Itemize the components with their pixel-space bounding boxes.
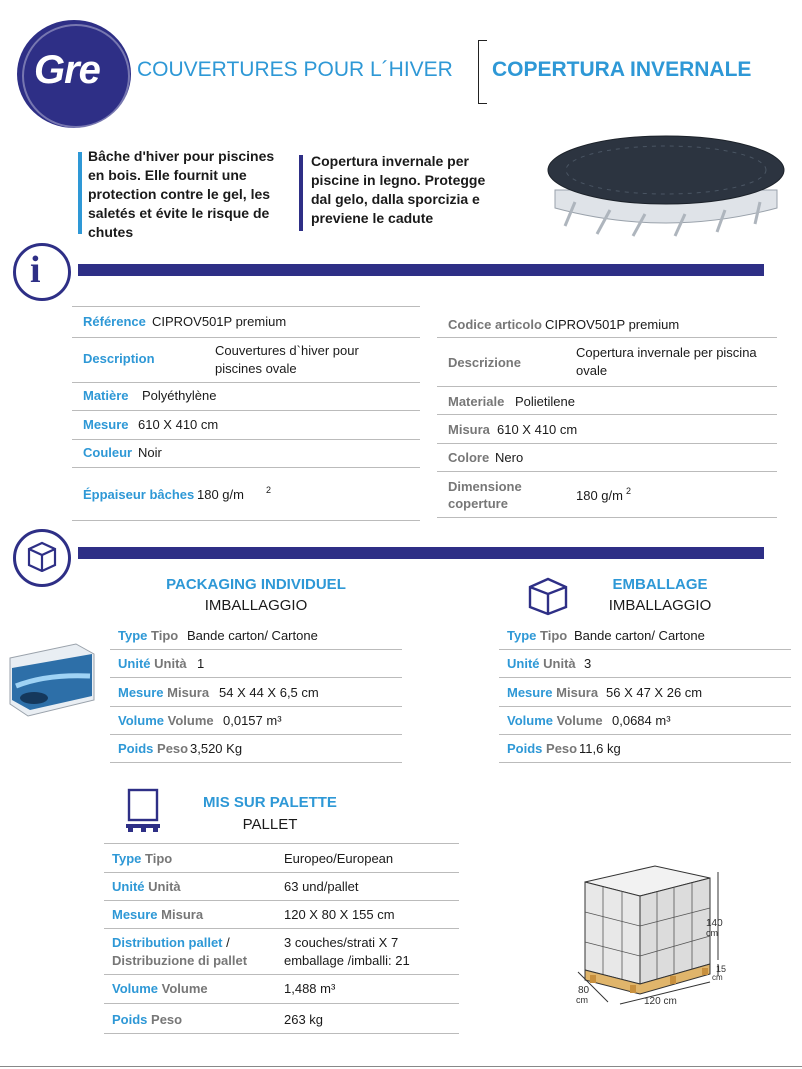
dim-height-unit: cm xyxy=(706,928,718,938)
pallet-row: Unité Unità 63 und/pallet xyxy=(104,872,459,901)
pallet-subtitle: PALLET xyxy=(242,816,298,833)
intro-it: Copertura invernale per piscine in legno. Protegge dal gelo, dalla sporcizia e previene le cadute xyxy=(311,153,486,226)
pack-ind-subtitle: IMBALLAGGIO xyxy=(204,597,308,614)
intro-it-bar xyxy=(299,155,303,231)
pack-ind-row: Volume Volume 0,0157 m³ xyxy=(110,706,402,735)
spec-dim-it: Dimensione coperture 180 g/m 2 xyxy=(437,471,777,518)
info-rule xyxy=(78,264,764,276)
spec-desc-fr: Description Couvertures d`hiver pour piscines ovale xyxy=(72,337,420,383)
pallet-diagram xyxy=(560,852,740,1012)
title-fr: COUVERTURES POUR L´HIVER xyxy=(137,58,453,81)
pack-ind-row: Type Tipo Bande carton/ Cartone xyxy=(110,621,402,650)
footer-rule xyxy=(0,1066,802,1067)
pool-cover-image xyxy=(535,130,797,238)
dim-width: 120 cm xyxy=(644,996,677,1007)
emballage-subtitle: IMBALLAGGIO xyxy=(608,597,712,614)
pack-ind-row: Poids Peso 3,520 Kg xyxy=(110,734,402,763)
title-bracket xyxy=(478,40,487,104)
packaging-box-image xyxy=(6,640,98,718)
emballage-title: EMBALLAGE xyxy=(612,576,708,593)
spec-mat-fr: Matière Polyéthylène xyxy=(72,382,420,411)
pack-ind-row: Mesure Misura 54 X 44 X 6,5 cm xyxy=(110,677,402,707)
pack-ind-row: Unité Unità 1 xyxy=(110,649,402,678)
dim-depth-unit: cm xyxy=(576,995,588,1005)
info-icon-circle xyxy=(13,243,71,301)
logo-text: Gre xyxy=(34,48,100,92)
pallet-row: Volume Volume 1,488 m³ xyxy=(104,974,459,1004)
emballage-row: Unité Unità 3 xyxy=(499,649,791,678)
dim-base-value: 15 xyxy=(716,964,727,974)
emballage-row: Poids Peso 11,6 kg xyxy=(499,734,791,763)
spec-desc-it: Descrizione Copertura invernale per piscina ovale xyxy=(437,337,777,387)
dim-height-value: 140 xyxy=(706,918,723,929)
info-icon: i xyxy=(30,249,41,291)
spec-mis-it: Misura 610 X 410 cm xyxy=(437,414,777,444)
pallet-row: Distribution pallet / Distribuzione di pallet 3 couches/strati X 7 emballage /imballi: 21 xyxy=(104,928,459,975)
emballage-row: Type Tipo Bande carton/ Cartone xyxy=(499,621,791,650)
spec-ep-fr: Éppaiseur bâches 180 g/m 2 xyxy=(72,467,420,521)
emballage-box-icon xyxy=(527,576,569,616)
spec-ref-fr: Référence CIPROV501P premium xyxy=(72,307,420,338)
pallet-row: Poids Peso 263 kg xyxy=(104,1003,459,1034)
intro-fr-bar xyxy=(78,152,82,234)
title-it: COPERTURA INVERNALE xyxy=(492,58,752,81)
spec-col-fr: Couleur Noir xyxy=(72,439,420,468)
pack-ind-title: PACKAGING INDIVIDUEL xyxy=(166,576,346,593)
pallet-title: MIS SUR PALETTE xyxy=(203,794,337,811)
pallet-row: Type Tipo Europeo/European xyxy=(104,844,459,873)
spec-mes-fr: Mesure 610 X 410 cm xyxy=(72,410,420,440)
packaging-rule xyxy=(78,547,764,559)
dim-depth-value: 80 xyxy=(578,985,590,996)
dim-base-unit: cm xyxy=(712,973,723,982)
box-icon xyxy=(25,540,59,572)
pallet-row: Mesure Misura 120 X 80 X 155 cm xyxy=(104,900,459,929)
intro-fr: Bâche d'hiver pour piscines en bois. Elle fournit une protection contre le gel, les saletés et évite le risque de chutes xyxy=(88,148,275,240)
spec-mat-it: Materiale Polietilene xyxy=(437,386,777,415)
emballage-row: Volume Volume 0,0684 m³ xyxy=(499,706,791,735)
spec-col-it: Colore Nero xyxy=(437,443,777,472)
spec-ref-it: Codice articolo CIPROV501P premium xyxy=(437,309,777,338)
pallet-icon xyxy=(124,786,164,834)
emballage-row: Mesure Misura 56 X 47 X 26 cm xyxy=(499,677,791,707)
